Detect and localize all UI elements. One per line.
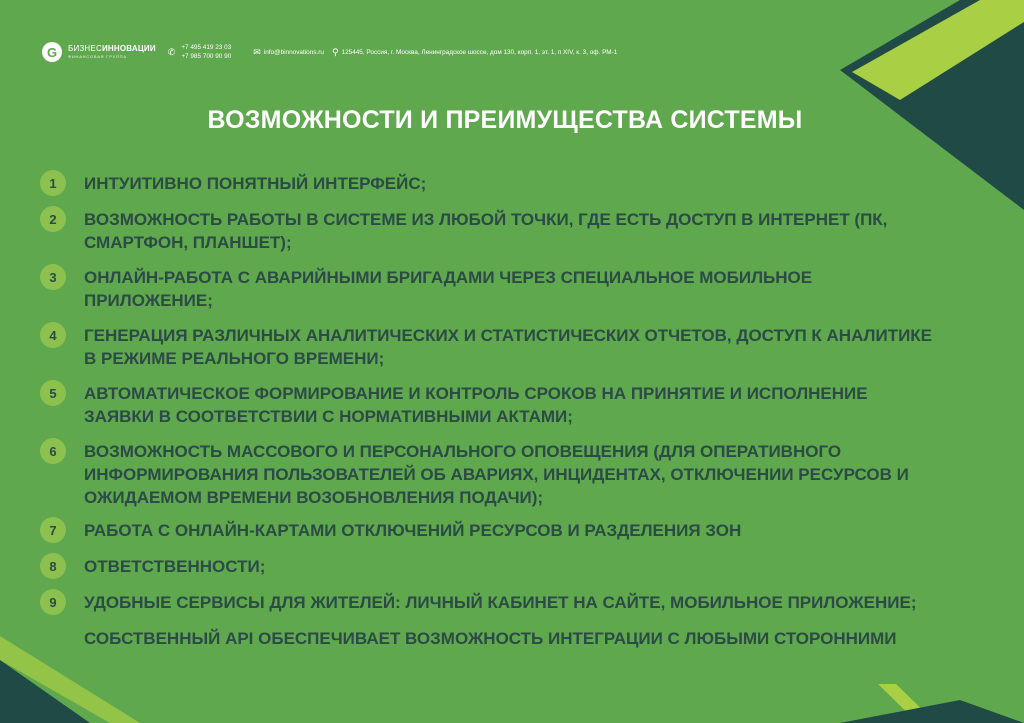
phone-contact xyxy=(168,43,231,61)
item-text-line: АВТОМАТИЧЕСКОЕ ФОРМИРОВАНИЕ И КОНТРОЛЬ СРОКОВ НА ПРИНЯТИЕ И ИСПОЛНЕНИЕ xyxy=(84,384,868,403)
list-item xyxy=(40,266,1000,312)
item-text xyxy=(84,208,887,254)
item-number-badge: 3 xyxy=(40,264,66,290)
item-text-line: В РЕЖИМЕ РЕАЛЬНОГО ВРЕМЕНИ; xyxy=(84,349,385,368)
item-text xyxy=(84,266,812,312)
list-item xyxy=(40,172,1000,196)
item-text-line: ЗАЯВКИ В СООТВЕТСТВИИ С НОРМАТИВНЫМИ АКТАМИ; xyxy=(84,407,573,426)
item-text xyxy=(84,519,741,542)
header-bar xyxy=(42,40,617,64)
item-text-line: ОЖИДАЕМОМ ВРЕМЕНИ ВОЗОБНОВЛЕНИЯ ПОДАЧИ); xyxy=(84,488,544,507)
item-text-line: ОТВЕТСТВЕННОСТИ; xyxy=(84,557,266,576)
company-logo xyxy=(68,45,156,59)
phone-icon: ✆ xyxy=(167,46,176,57)
list-item xyxy=(40,440,1000,509)
map-pin-icon: ⚲ xyxy=(331,46,339,57)
list-item xyxy=(40,555,1000,579)
item-text xyxy=(84,324,932,370)
list-item xyxy=(40,324,1000,370)
item-number-badge: 1 xyxy=(40,170,66,196)
item-text xyxy=(84,172,426,195)
item-text xyxy=(84,382,868,428)
item-number-badge: 7 xyxy=(40,517,66,543)
item-text-line: ОНЛАЙН-РАБОТА С АВАРИЙНЫМИ БРИГАДАМИ ЧЕРЕЗ СПЕЦИАЛЬНОЕ МОБИЛЬНОЕ xyxy=(84,268,813,287)
page-title: ВОЗМОЖНОСТИ И ПРЕИМУЩЕСТВА СИСТЕМЫ xyxy=(207,106,803,134)
item-text xyxy=(84,591,917,614)
item-text-line: СМАРТФОН, ПЛАНШЕТ); xyxy=(84,233,292,252)
item-number-badge: 6 xyxy=(40,438,66,464)
item-number-badge: 4 xyxy=(40,322,66,348)
item-number-badge: 5 xyxy=(40,380,66,406)
item-number-badge: 9 xyxy=(40,589,66,615)
phone-number-1[interactable]: +7 495 419 23 03 xyxy=(181,44,232,51)
item-text-line: ПРИЛОЖЕНИЕ; xyxy=(84,291,213,310)
item-text-line: ИНТУИТИВНО ПОНЯТНЫЙ ИНТЕРФЕЙС; xyxy=(84,174,427,193)
item-number-badge: 2 xyxy=(40,206,66,232)
item-text xyxy=(84,627,897,650)
item-text-line: ГЕНЕРАЦИЯ РАЗЛИЧНЫХ АНАЛИТИЧЕСКИХ И СТАТИСТИЧЕСКИХ ОТЧЕТОВ, ДОСТУП К АНАЛИТИКЕ xyxy=(84,326,933,345)
email-link[interactable]: info@binnovations.ru xyxy=(263,48,324,56)
item-text-line: ВОЗМОЖНОСТЬ РАБОТЫ В СИСТЕМЕ ИЗ ЛЮБОЙ ТОЧКИ, ГДЕ ЕСТЬ ДОСТУП В ИНТЕРНЕТ (ПК, xyxy=(84,210,888,229)
item-text-line: ИНФОРМИРОВАНИЯ ПОЛЬЗОВАТЕЛЕЙ ОБ АВАРИЯХ, ИНЦИДЕНТАХ, ОТКЛЮЧЕНИИ РЕСУРСОВ И xyxy=(84,465,909,484)
phone-number-2[interactable]: +7 985 700 90 90 xyxy=(181,53,232,60)
item-text xyxy=(84,555,265,578)
list-item xyxy=(40,519,1000,543)
logo-name: БИЗНЕСИННОВАЦИИ xyxy=(68,44,156,53)
item-text xyxy=(84,440,909,509)
item-text-line: РАБОТА С ОНЛАЙН-КАРТАМИ ОТКЛЮЧЕНИЙ РЕСУРСОВ И РАЗДЕЛЕНИЯ ЗОН xyxy=(84,521,742,540)
email-contact xyxy=(253,47,324,58)
logo-icon: G xyxy=(42,42,62,62)
list-item xyxy=(40,382,1000,428)
address-contact xyxy=(332,47,617,58)
item-text-line: УДОБНЫЕ СЕРВИСЫ ДЛЯ ЖИТЕЛЕЙ: ЛИЧНЫЙ КАБИНЕТ НА САЙТЕ, МОБИЛЬНОЕ ПРИЛОЖЕНИЕ; xyxy=(84,593,917,612)
item-text-line: СОБСТВЕННЫЙ API ОБЕСПЕЧИВАЕТ ВОЗМОЖНОСТЬ ИНТЕГРАЦИИ С ЛЮБЫМИ СТОРОННИМИ xyxy=(84,629,897,648)
envelope-icon: ✉ xyxy=(253,46,261,57)
logo-tagline: ФИНАНСОВАЯ ГРУППА xyxy=(68,54,127,59)
list-item xyxy=(40,627,1000,651)
item-number-badge: 8 xyxy=(40,553,66,579)
dark-triangle-bottom-right xyxy=(840,700,1024,723)
address-text: 125445, Россия, г. Москва, Ленинградское шоссе, дом 130, корп. 1, эт. 1, п XIV, к. 3, оф. РМ-1 xyxy=(341,48,618,56)
list-item xyxy=(40,591,1000,615)
item-text-line: ВОЗМОЖНОСТЬ МАССОВОГО И ПЕРСОНАЛЬНОГО ОПОВЕЩЕНИЯ (ДЛЯ ОПЕРАТИВНОГО xyxy=(84,442,842,461)
features-list xyxy=(40,172,1000,651)
list-item xyxy=(40,208,1000,254)
